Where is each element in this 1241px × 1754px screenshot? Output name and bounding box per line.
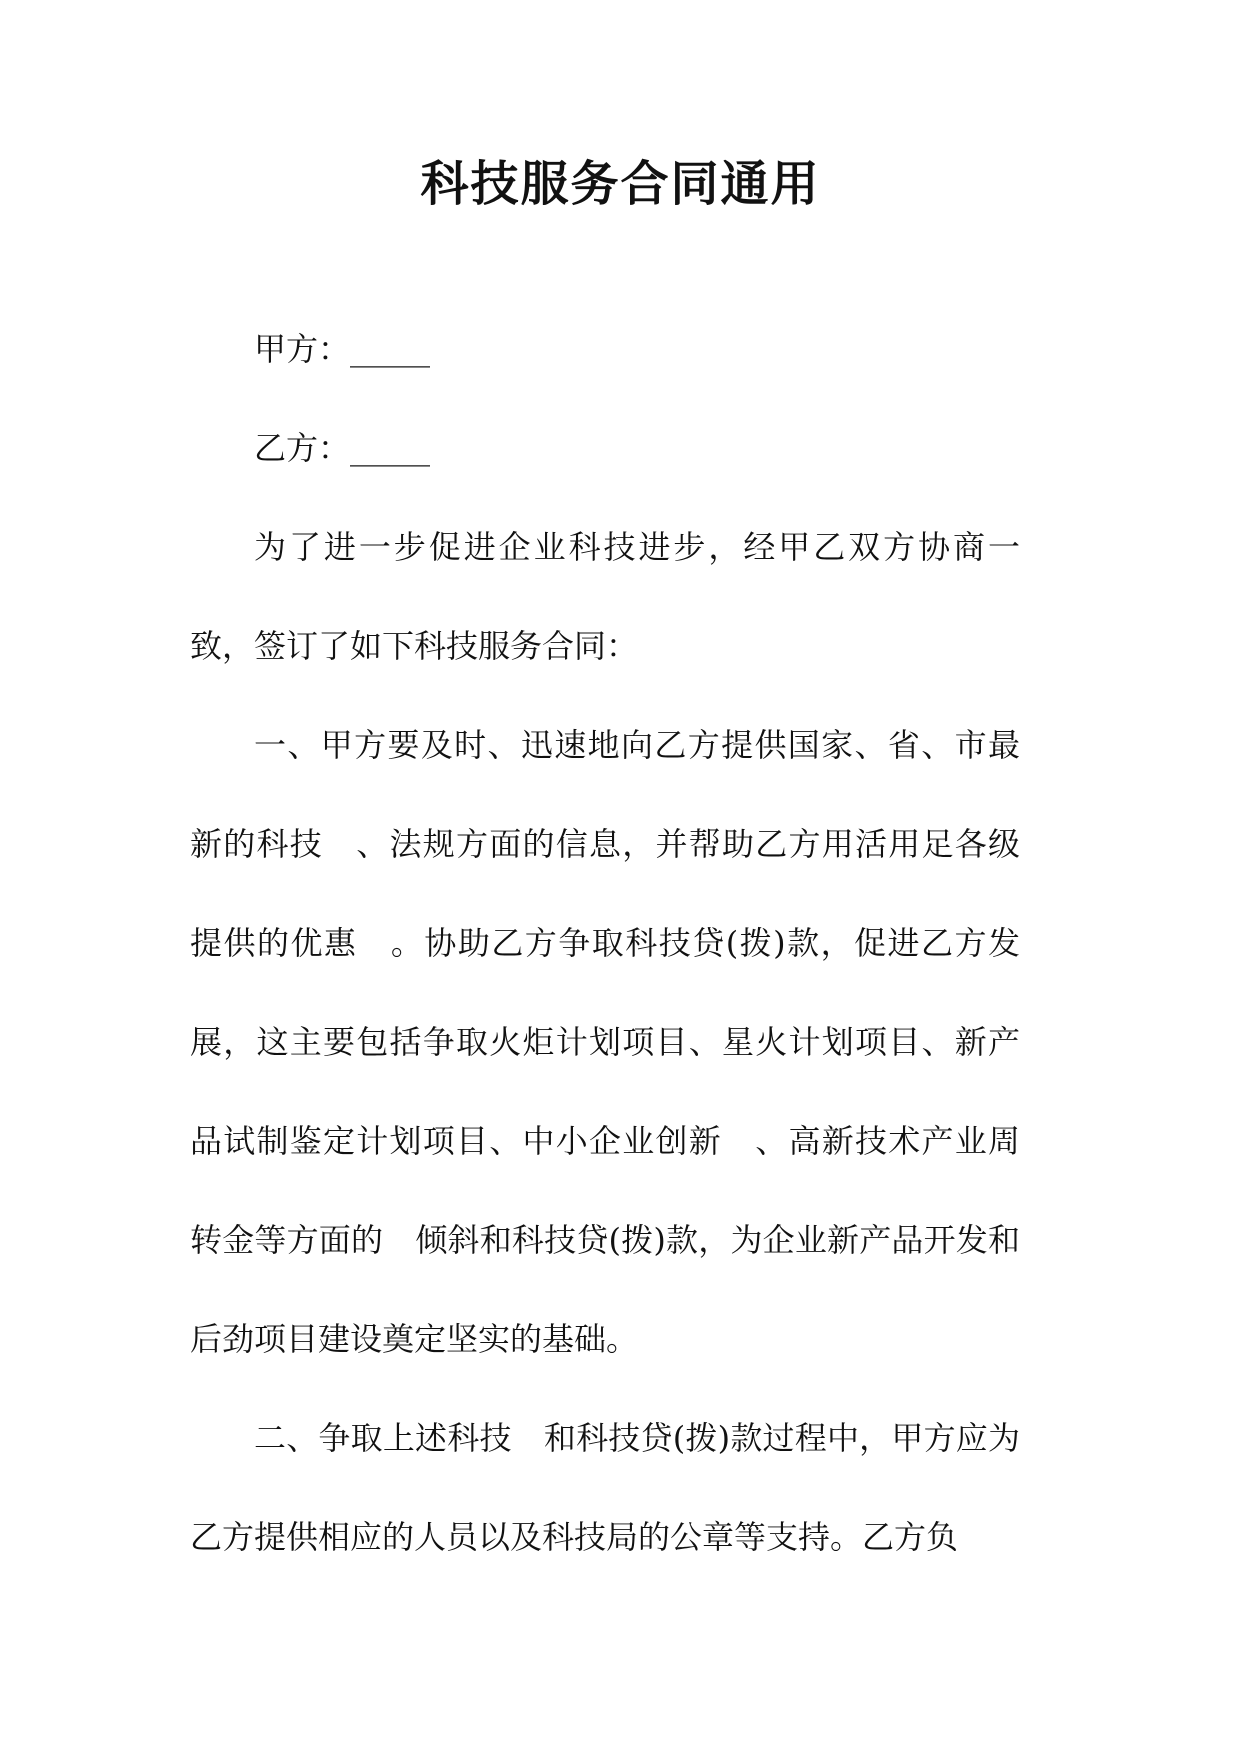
party-a-line: 甲方：_____ bbox=[254, 330, 431, 368]
paragraph-clause-2: 二、争取上述科技 和科技贷(拨)款过程中，甲方应为乙方提供相应的人员以及科技局的公章等支持。乙方负 bbox=[190, 1419, 1020, 1556]
party-b-line: 乙方：_____ bbox=[254, 429, 431, 467]
paragraph-clause-1: 一、甲方要及时、迅速地向乙方提供国家、省、市最新的科技 、法规方面的信息，并帮助乙方用活用足各级提供的优惠 。协助乙方争取科技贷(拨)款，促进乙方发展，这主要包括争取火炬计划项目、星火计划项目、新产品试制鉴定计划项目、中小企业创新 、高新技术产业周转金等方面的 倾斜和科技贷(拨)款，为企业新产品开发和后劲项目建设奠定坚实的基础。 bbox=[190, 726, 1020, 1358]
document-body bbox=[190, 300, 1020, 1587]
document-title: 科技服务合同通用 bbox=[420, 156, 821, 212]
paragraph-intro: 为了进一步促进企业科技进步，经甲乙双方协商一致，签订了如下科技服务合同： bbox=[190, 528, 1020, 665]
